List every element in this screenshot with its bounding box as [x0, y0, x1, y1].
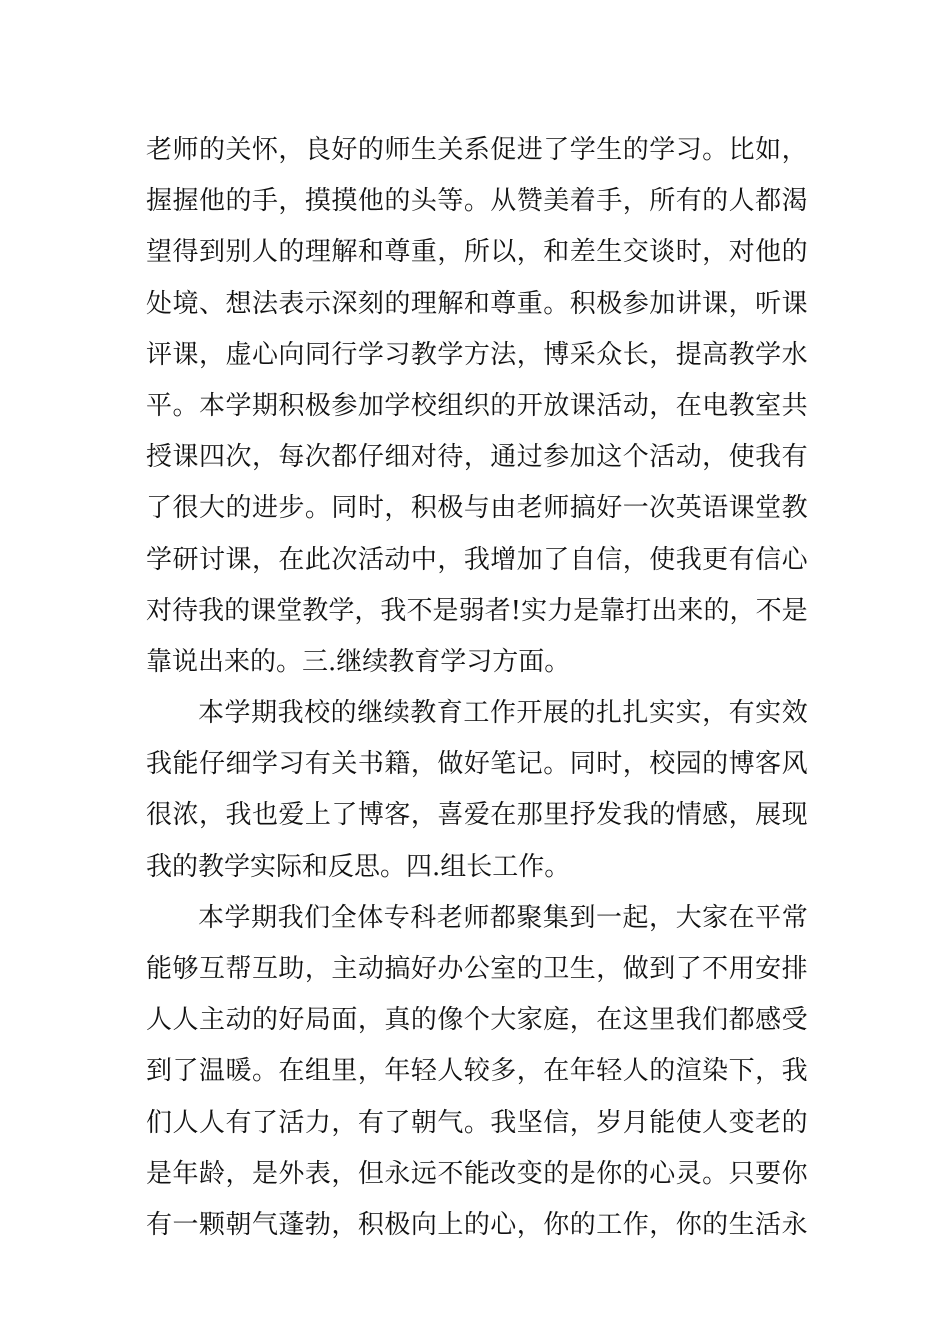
text-line: 靠说出来的。三.继续教育学习方面。 [146, 646, 571, 677]
body-text [146, 125, 808, 1251]
text-line: 我的教学实际和反思。四.组长工作。 [146, 851, 571, 882]
text-line: 是 年 龄 ， 是 外 表 ， 但 永 远 不 能 改 变 的 是 你 的 心 灵 。 只 要 你 [146, 1158, 808, 1189]
text-line: 到 了 温 暖 。 在 组 里 ， 年 轻 人 较 多 ， 在 年 轻 人 的 渲 染 下 ， 我 [146, 1056, 808, 1087]
text-line: 本 学 期 我 们 全 体 专 科 老 师 都 聚 集 到 一 起 ， 大 家 在 平 常 [198, 902, 808, 933]
text-line: 本 学 期 我 校 的 继 续 教 育 工 作 开 展 的 扎 扎 实 实 ， 有 实 效 [198, 698, 808, 729]
text-line: 评 课 ， 虚 心 向 同 行 学 习 教 学 方 法 ， 博 采 众 长 ， 提 高 教 学 水 [146, 339, 808, 370]
text-line: 很 浓 ， 我 也 爱 上 了 博 客 ， 喜 爱 在 那 里 抒 发 我 的 情 感 ， 展 现 [146, 800, 808, 831]
text-line: 能 够 互 帮 互 助 ， 主 动 搞 好 办 公 室 的 卫 生 ， 做 到 了 不 用 安 排 [146, 954, 808, 984]
text-line: 握 握 他 的 手 ， 摸 摸 他 的 头 等 。 从 赞 美 着 手 ， 所 有 的 人 都 渴 [146, 186, 808, 217]
text-line: 平 。 本 学 期 积 极 参 加 学 校 组 织 的 开 放 课 活 动 ， 在 电 教 室 共 [146, 390, 808, 421]
text-line: 学 研 讨 课 ， 在 此 次 活 动 中 ， 我 增 加 了 自 信 ， 使 我 更 有 信 心 [146, 544, 808, 575]
text-line: 老 师 的 关 怀 ， 良 好 的 师 生 关 系 促 进 了 学 生 的 学 习 。 比 如 ， [146, 135, 808, 165]
text-line: 有 一 颗 朝 气 蓬 勃 ， 积 极 向 上 的 心 ， 你 的 工 作 ， 你 的 生 活 永 [146, 1209, 808, 1240]
text-line: 授 课 四 次 ， 每 次 都 仔 细 对 待 ， 通 过 参 加 这 个 活 动 ， 使 我 有 [146, 442, 808, 473]
text-line: 了 很 大 的 进 步 。 同 时 ， 积 极 与 由 老 师 搞 好 一 次 英 语 课 堂 教 [146, 493, 808, 524]
text-line: 对 待 我 的 课 堂 教 学 ， 我 不 是 弱 者 ! 实 力 是 靠 打 出 来 的 ， 不 是 [146, 595, 808, 626]
text-line: 处 境 、 想 法 表 示 深 刻 的 理 解 和 尊 重 。 积 极 参 加 讲 课 ， 听 课 [146, 288, 808, 319]
text-line: 人 人 主 动 的 好 局 面 ， 真 的 像 个 大 家 庭 ， 在 这 里 我 们 都 感 受 [146, 1005, 808, 1036]
text-line: 我 能 仔 细 学 习 有 关 书 籍 ， 做 好 笔 记 。 同 时 ， 校 园 的 博 客 风 [146, 749, 808, 780]
text-line: 们 人 人 有 了 活 力 ， 有 了 朝 气 。 我 坚 信 ， 岁 月 能 使 人 变 老 的 [146, 1107, 808, 1138]
text-line: 望 得 到 别 人 的 理 解 和 尊 重 ， 所 以 ， 和 差 生 交 谈 时 ， 对 他 的 [146, 237, 808, 268]
